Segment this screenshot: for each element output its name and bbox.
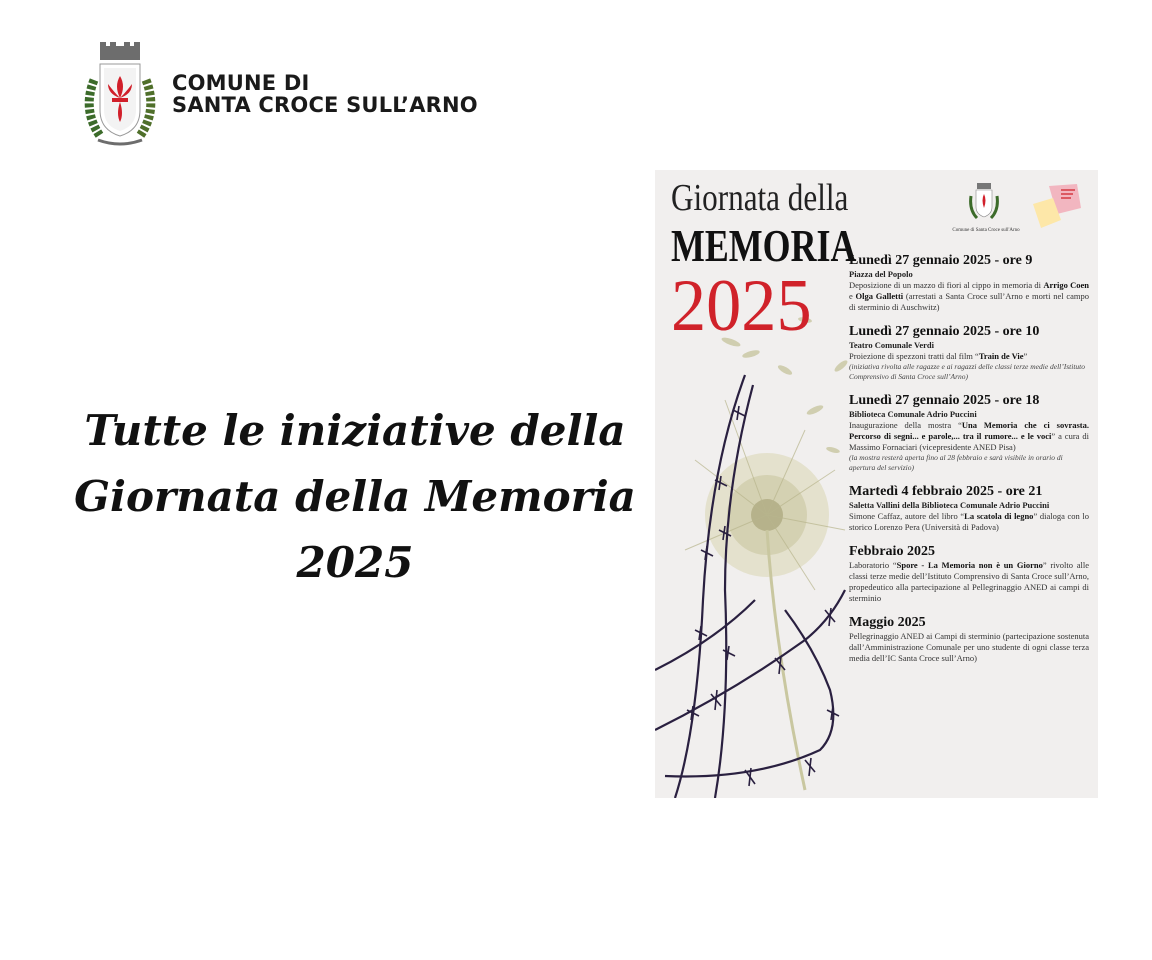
event-venue: Teatro Comunale Verdi bbox=[849, 340, 935, 350]
poster-title-line2: MEMORIA bbox=[671, 220, 857, 271]
headline-line3: 2025 bbox=[296, 538, 414, 587]
municipality-name-line1: COMUNE DI bbox=[172, 71, 310, 95]
headline-line1: Tutte le iniziative della bbox=[84, 406, 626, 455]
event-item bbox=[849, 614, 1089, 664]
event-description: Deposizione di un mazzo di fiori al cippo in memoria di Arrigo Coen e Olga Galletti (arrestati a Santa Croce sull’Arno e morti nel campo di sterminio di Auschwitz) bbox=[849, 280, 1090, 312]
municipality-name bbox=[172, 72, 478, 116]
event-description: Laboratorio “Spore - La Memoria non è un Giorno” rivolto alle classi terze medie dell’Istituto Comprensivo di Santa Croce sull’Arno, propedeutico alla partecipazione al Pellegrinaggio ANED ai campi di sterminio bbox=[849, 560, 1089, 603]
event-item bbox=[849, 392, 1089, 473]
event-note: (iniziativa rivolta alle ragazze e ai ragazzi delle classi terze medie dell’Istituto Comprensivo di Santa Croce sull’Arno) bbox=[849, 362, 1086, 381]
event-date: Martedì 4 febbraio 2025 - ore 21 bbox=[849, 484, 1043, 499]
event-venue: Saletta Vallini della Biblioteca Comunale Adrio Puccini bbox=[849, 500, 1050, 510]
headline bbox=[70, 398, 640, 596]
poster-year: 2025 bbox=[671, 265, 812, 347]
poster-crest-icon bbox=[969, 182, 999, 222]
event-description: Proiezione di spezzoni tratti dal film “Train de Vie” bbox=[849, 351, 1028, 361]
poster-title-line1: Giornata della bbox=[671, 177, 849, 219]
event-date: Maggio 2025 bbox=[849, 615, 926, 630]
municipality-name-line2: SANTA CROCE SULL’ARNO bbox=[172, 93, 478, 117]
event-item bbox=[849, 323, 1089, 382]
event-poster bbox=[655, 170, 1098, 798]
event-description: Simone Caffaz, autore del libro “La scatola di legno” dialoga con lo storico Lorenzo Pera (Università di Padova) bbox=[849, 511, 1089, 532]
event-date: Lunedì 27 gennaio 2025 - ore 10 bbox=[849, 324, 1040, 339]
municipality-header bbox=[72, 36, 478, 156]
event-description: Inaugurazione della mostra “Una Memoria che ci sovrasta. Percorso di segni... e parole,... tra il rumore... e le voci” a cura di Massimo Fornaciari (vicepresidente ANED Pisa) bbox=[849, 420, 1089, 452]
municipal-crest-icon bbox=[80, 40, 160, 152]
event-date: Febbraio 2025 bbox=[849, 544, 935, 559]
event-description: Pellegrinaggio ANED ai Campi di sterminio (partecipazione sostenuta dall’Amministrazione Comunale per uno studente di ogni classe terza media dell’IC Santa Croce sull’Arno) bbox=[849, 631, 1089, 663]
event-item bbox=[849, 543, 1089, 604]
event-note: (la mostra resterà aperta fino al 28 febbraio e sarà visibile in orario di apertura del servizio) bbox=[849, 453, 1063, 472]
event-venue: Piazza del Popolo bbox=[849, 269, 913, 279]
event-date: Lunedì 27 gennaio 2025 - ore 9 bbox=[849, 253, 1033, 268]
event-list bbox=[849, 252, 1089, 674]
headline-line2: Giornata della Memoria bbox=[74, 472, 636, 521]
partner-logo-icon bbox=[1027, 182, 1087, 232]
event-item bbox=[849, 483, 1089, 533]
event-venue: Biblioteca Comunale Adrio Puccini bbox=[849, 409, 977, 419]
event-item bbox=[849, 252, 1089, 313]
event-date: Lunedì 27 gennaio 2025 - ore 18 bbox=[849, 393, 1040, 408]
poster-crest-label: Comune di Santa Croce sull'Arno bbox=[952, 228, 1020, 233]
